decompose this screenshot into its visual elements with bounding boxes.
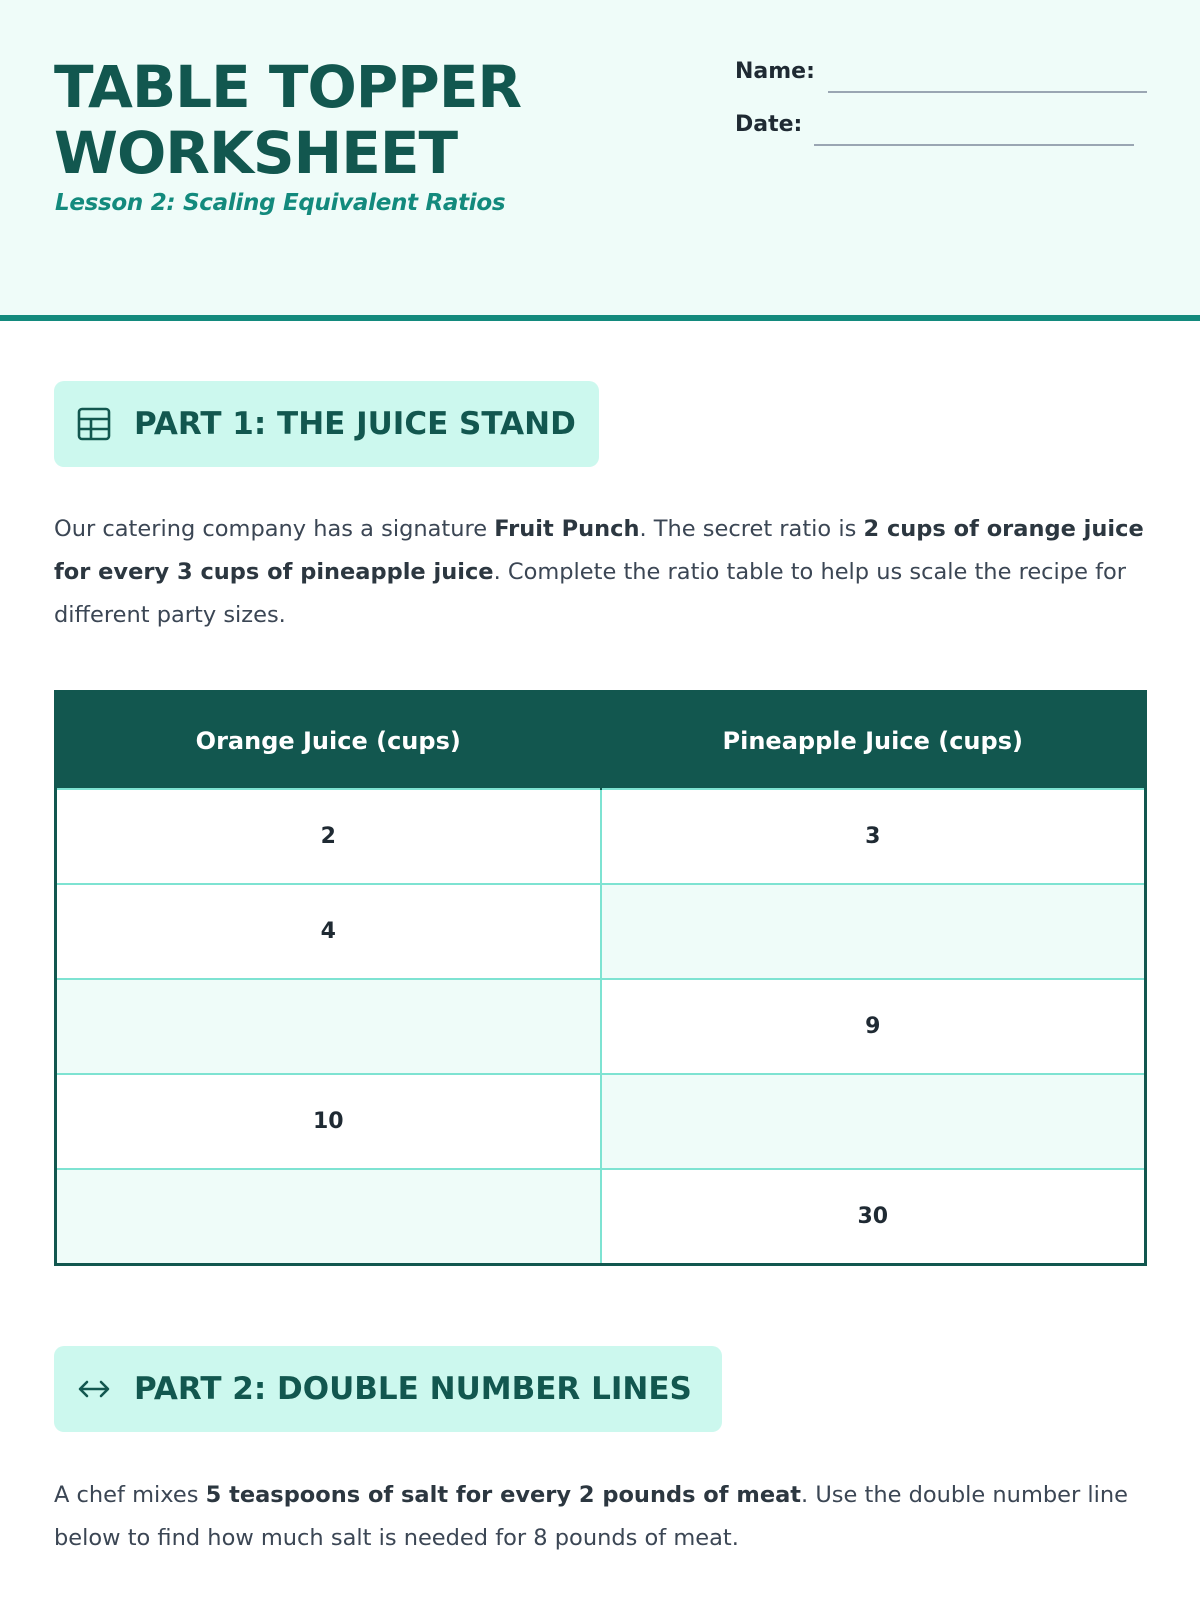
ratio-table-header-row	[56, 692, 1146, 790]
table-cell[interactable]	[601, 884, 1146, 979]
part1-bold-1: Fruit Punch	[494, 516, 640, 542]
part1-title: PART 1: THE JUICE STAND	[134, 406, 576, 442]
table-row	[56, 789, 1146, 884]
part1-instructions	[54, 508, 1154, 637]
table-icon	[76, 407, 112, 441]
table-cell[interactable]: 9	[601, 979, 1146, 1074]
table-cell[interactable]	[56, 1169, 601, 1265]
part1-text-3: . Complete the ratio table to help us scale the recipe for different party sizes.	[54, 559, 1127, 628]
date-label: Date:	[735, 112, 803, 137]
lesson-subtitle: Lesson 2: Scaling Equivalent Ratios	[55, 190, 506, 216]
column-header-pineapple: Pineapple Juice (cups)	[601, 692, 1146, 790]
part1-text-1: Our catering company has a signature	[54, 516, 495, 542]
column-header-orange: Orange Juice (cups)	[56, 692, 601, 790]
table-row	[56, 884, 1146, 979]
part2-instructions	[54, 1474, 1154, 1560]
title-line-2: WORKSHEET	[54, 119, 458, 187]
table-cell[interactable]: 3	[601, 789, 1146, 884]
double-arrow-icon	[76, 1372, 112, 1406]
worksheet-header	[0, 0, 1200, 321]
table-cell[interactable]	[56, 979, 601, 1074]
part2-text-1: A chef mixes	[54, 1482, 206, 1508]
table-row	[56, 979, 1146, 1074]
part2-title: PART 2: DOUBLE NUMBER LINES	[134, 1371, 692, 1407]
name-label: Name:	[735, 59, 815, 84]
table-cell[interactable]: 10	[56, 1074, 601, 1169]
table-row	[56, 1169, 1146, 1265]
part2-text-2: . Use the double number line below to find how much salt is needed for 8 pounds of meat.	[54, 1482, 1128, 1551]
table-cell[interactable]	[601, 1074, 1146, 1169]
table-cell[interactable]: 30	[601, 1169, 1146, 1265]
part1-text-2: . The secret ratio is	[639, 516, 864, 542]
table-cell[interactable]: 4	[56, 884, 601, 979]
worksheet-title	[54, 54, 521, 186]
table-row	[56, 1074, 1146, 1169]
part1-heading	[54, 381, 599, 467]
date-field[interactable]	[814, 144, 1134, 146]
name-field[interactable]	[828, 91, 1147, 93]
part2-bold-1: 5 teaspoons of salt for every 2 pounds of meat	[205, 1482, 802, 1508]
part2-heading	[54, 1346, 722, 1432]
title-line-1: TABLE TOPPER	[54, 53, 522, 121]
part1-bold-2: 2 cups of orange juice for every 3 cups of pineapple juice	[54, 516, 1144, 585]
table-cell[interactable]: 2	[56, 789, 601, 884]
ratio-table	[54, 690, 1147, 1266]
